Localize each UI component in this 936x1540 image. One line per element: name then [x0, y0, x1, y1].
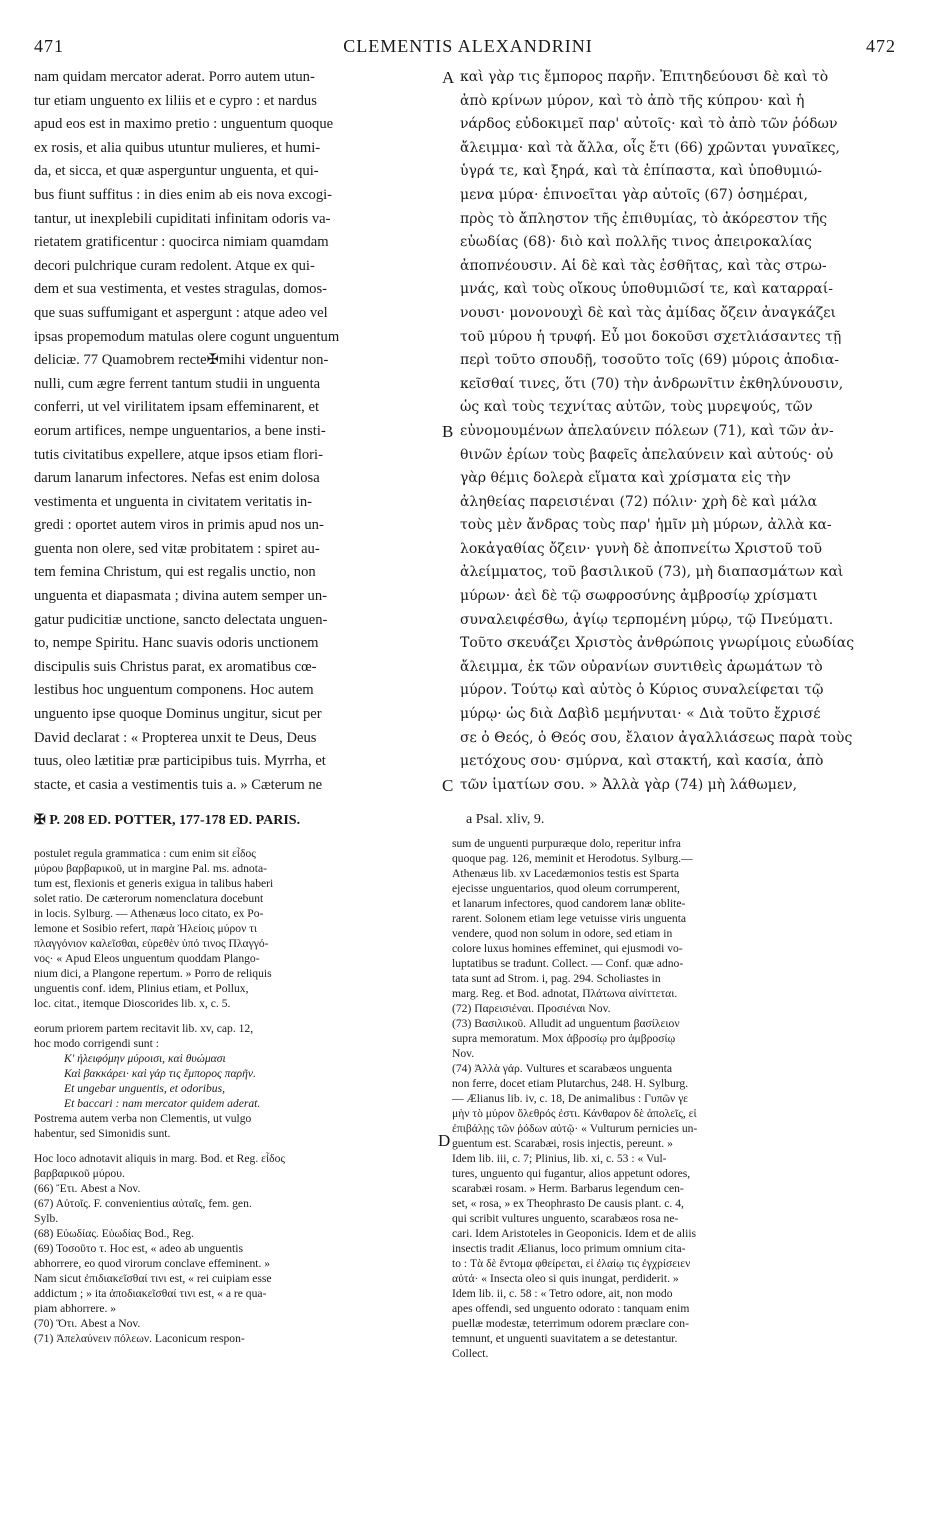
latin-line: nam quidam mercator aderat. Porro autem utun- [34, 69, 315, 85]
greek-line: πρὸς τὸ ἄπληστον τῆς ἐπιθυμίας, τὸ ἀκόρεστον τῆς [460, 210, 828, 227]
note-line: Nov. [452, 1047, 475, 1060]
page-number-right: 472 [866, 36, 896, 56]
greek-line: ὡς καὶ τοὺς τεχνίτας αὐτῶν, τοὺς μυρεψούς, τῶν [460, 399, 813, 416]
note-line: tures, unguento qui fugantur, alios appetunt odores, [452, 1167, 691, 1180]
note-line: μὴν τὸ μύρον ὄλεθρός ἐστι. Κάνθαρον δὲ ἀπολεῖς, εἰ [452, 1107, 697, 1120]
note-line: Idem lib. iii, c. 7; Plinius, lib. xi, c. 53 : « Vul- [452, 1152, 667, 1165]
greek-line: μνάς, καὶ τοὺς οἴκους ὑποθυμιῶσί τε, καὶ καταρραί- [460, 281, 833, 298]
note-line: temnunt, et unguenti suavitatem a se detestantur. [452, 1332, 678, 1345]
note-line: eorum priorem partem recitavit lib. xv, cap. 12, [34, 1022, 254, 1035]
latin-line: nulli, cum ægre ferrent tantum studii in unguenta [34, 375, 321, 392]
greek-line: ἄλειμμα, ἐκ τῶν οὐρανίων συντιθεὶς ἀρωμάτων τὸ [460, 658, 823, 675]
note-line: non ferre, docet etiam Plutarchus, 248. H. Sylburg. [452, 1077, 689, 1090]
note-line: — Ælianus lib. iv, c. 18, De animalibus : Γυπῶν γε [452, 1092, 688, 1105]
latin-line: gatur pudicitiæ unctione, sancto delectata unguen- [34, 611, 328, 628]
running-title: CLEMENTIS ALEXANDRINI [343, 36, 593, 56]
latin-line: ipsas propemodum matulas olere cogunt unguentum [34, 328, 340, 345]
note-line: insectis tradit Ælianus, loco primum omnium cita- [452, 1242, 686, 1255]
note-line: (66) Ἔτι. Abest a Nov. [34, 1182, 141, 1195]
note-line: unguentis conf. idem, Plinius etiam, et Pollux, [34, 982, 249, 995]
latin-line: tutis civitatibus expellere, atque ipsos etiam flori- [34, 446, 323, 463]
verse-line: Et ungebar unguentis, et odoribus, [64, 1082, 226, 1095]
note-line: μύρου βαρβαρικοῦ, ut in margine Pal. ms. adnota- [34, 862, 267, 875]
note-line: colore luxus homines effeminet, qui ejusmodi vo- [452, 942, 683, 955]
note-line: Postrema autem verba non Clementis, ut vulgo [34, 1112, 252, 1125]
note-line: quoque pag. 126, meminit et Herodotus. Sylburg.— [452, 852, 693, 865]
note-line: lemone et Sosibio refert, παρὰ Ἠλείοις μύρον τι [34, 922, 257, 935]
note-line: vendere, quod non solum in odore, sed etiam in [452, 927, 673, 940]
greek-line: ἀλείμματος, τοῦ βασιλικοῦ (73), μὴ διαπασμάτων καὶ [460, 564, 844, 581]
latin-line: eorum artifices, nempe unguentarios, a bene insti- [34, 422, 326, 439]
margin-letter-d: D [438, 1131, 451, 1150]
note-line: solet ratio. De cæterorum nomenclatura docebunt [34, 892, 264, 905]
note-line: Collect. [452, 1347, 489, 1360]
note-line: (68) Εὐωδίας. Εὐωδίας Bod., Reg. [34, 1227, 194, 1240]
note-line: qui scribit vultures unguento, scarabæos rosa ne- [452, 1212, 679, 1225]
note-line: hoc modo corrigendi sunt : [34, 1037, 159, 1050]
greek-line: μύρων· ἀεὶ δὲ τῷ σωφροσύνης ἀμβροσίῳ χρίσματι [460, 588, 818, 605]
latin-line: decori pulchrique curam redolent. Atque ex qui- [34, 257, 315, 274]
greek-line: εὐνομουμένων ἀπελαύνειν πόλεων (71), καὶ τῶν ἀν- [460, 422, 834, 439]
greek-line: ἀπὸ κρίνων μύρον, καὶ τὸ ἀπὸ τῆς κύπρου· καὶ ἡ [460, 92, 805, 109]
latin-line: da, et sicca, et quæ asperguntur unguenta, et qui- [34, 163, 319, 180]
note-line: (72) Παρεισιέναι. Προσιέναι Nov. [452, 1002, 611, 1015]
spacer [34, 1141, 444, 1151]
note-line: luptatibus se tradunt. Collect. — Conf. quæ adno- [452, 957, 684, 970]
latin-line: stacte, et casia a vestimentis tuis a. » Cæterum ne [34, 776, 323, 793]
note-line: Sylb. [34, 1212, 59, 1225]
note-line: (74) Ἀλλὰ γάρ. Vultures et scarabæos unguenta [452, 1062, 673, 1075]
note-line: sum de unguenti purpuræque dolo, reperitur infra [452, 837, 681, 850]
greek-line: τῶν ἱματίων σου. » Ἀλλὰ γὰρ (74) μὴ λάθωμεν, [460, 776, 798, 793]
margin-letter-b: B [442, 422, 454, 441]
note-line: (73) Βασιλικοῦ. Alludit ad unguentum βασίλειον [452, 1017, 680, 1030]
greek-line: τοὺς μὲν ἄνδρας τοὺς παρ' ἡμῖν μὴ μύρων, ἀλλὰ κα- [460, 517, 832, 534]
note-line: Nam sicut ἐπιδιακεῖσθαί τινι est, « rei cuipiam esse [34, 1272, 272, 1285]
note-line: et lanarum infectores, quod candorem lanæ oblite- [452, 897, 686, 910]
note-line: cari. Idem Aristoteles in Geoponicis. Idem et de aliis [452, 1227, 697, 1240]
latin-line: David declarat : « Propterea unxit te Deus, Deus [34, 729, 317, 746]
greek-line: κεῖσθαί τινες, ὅτι (70) τὴν ἀνδρωνῖτιν ἐκθηλύνουσιν, [460, 375, 844, 392]
verse-line: Κ' ἠλειφόμην μύροισι, καὶ θυώμασι [64, 1052, 226, 1065]
latin-line: discipulis suis Christus parat, ex aromatibus cœ- [34, 658, 317, 675]
latin-line: gredi : oportet autem viros in primis apud nos un- [34, 517, 324, 534]
note-line: πλαγγόνιον καλεῖσθαι, εὑρεθὲν ὑπό τινος Πλαγγό- [34, 937, 269, 950]
greek-main-text [460, 66, 880, 797]
note-line: ἐπιβάλῃς τῶν ῥόδων αὐτῷ· « Vulturum pernicies un- [452, 1122, 698, 1135]
running-header [0, 36, 936, 60]
latin-line: conferri, ut vel virilitatem ipsam effeminarent, et [34, 399, 320, 416]
note-line: (69) Τοσοῦτο τ. Hoc est, « adeo ab unguentis [34, 1242, 243, 1255]
note-line: piam abhorrere. » [34, 1302, 117, 1315]
greek-line: λοκἀγαθίας ὄζειν· γυνὴ δὲ ἀποπνείτω Χριστοῦ τοῦ [460, 540, 822, 557]
latin-line: apud eos est in maximo pretio : unguentum quoque [34, 116, 334, 133]
margin-letter-c: C [442, 776, 454, 795]
greek-line: ὑγρά τε, καὶ ξηρά, καὶ τὰ ἐπίπαστα, καὶ ὑποθυμιώ- [460, 163, 823, 180]
notes-right-column [452, 836, 900, 1361]
greek-line: μενα μύρα· ἐπινοεῖται γὰρ αὐτοῖς (67) ὁσημέραι, [460, 186, 808, 203]
greek-line: Τοῦτο σκευάζει Χριστὸς ἀνθρώποις γνωρίμοις εὐωδίας [460, 635, 855, 652]
note-line: (70) Ὅτι. Abest a Nov. [34, 1317, 141, 1330]
greek-line: ἀληθείας παρεισιέναι (72) πόλιν· χρὴ δὲ καὶ μάλα [460, 493, 818, 510]
note-line: scarabæi rosam. » Herm. Barbarus legendum cen- [452, 1182, 684, 1195]
note-line: postulet regula grammatica : cum enim sit εἶδος [34, 847, 256, 860]
margin-letter-a: A [442, 68, 455, 87]
greek-line: νάρδος εὐδοκιμεῖ παρ' αὐτοῖς· καὶ τὸ ἀπὸ τῶν ῥόδων [460, 116, 838, 133]
latin-line: bus fiunt suffitus : in dies enim ab eis nova excogi- [34, 186, 333, 203]
note-line: Hoc loco adnotavit aliquis in marg. Bod. et Reg. εἶδος [34, 1152, 285, 1165]
greek-line: μύρῳ· ὡς διὰ Δαβὶδ μεμήνυται· « Διὰ τοῦτο ἔχρισέ [460, 706, 821, 723]
latin-main-text [34, 66, 434, 797]
greek-line: θινῶν ἐρίων τοὺς βαφεῖς ἀπελαύνειν καὶ αὐτούς· οὐ [460, 446, 834, 463]
note-line: abhorrere, eo quod virorum conclave effeminent. » [34, 1257, 271, 1270]
latin-line: ex rosis, et alia quibus utuntur mulieres, et humi- [34, 139, 321, 156]
greek-line: ἄλειμμα· καὶ τὰ ἄλλα, οἷς ἔτι (66) χρῶνται γυναῖκες, [460, 139, 840, 156]
greek-line: περὶ τοῦτο σπουδῇ, τοσοῦτο τοῖς (69) μύροις ἀποδια- [460, 352, 840, 369]
greek-line: συναλειφέσθω, ἁγίῳ τερπομένη μύρῳ, τῷ Πνεύματι. [460, 611, 834, 628]
note-line: set, « rosa, » ex Theophrasto De causis plant. c. 4, [452, 1197, 684, 1210]
note-line: rarent. Solonem etiam lege vetuisse viris unguenta [452, 912, 687, 925]
note-line: nium dici, a Plangone repertum. » Porro de reliquis [34, 967, 272, 980]
latin-line: dem et sua vestimenta, et vestes stragulas, domos- [34, 281, 328, 298]
greek-line: ἀποπνέουσιν. Αἱ δὲ καὶ τὰς ἐσθῆτας, καὶ τὰς στρω- [460, 257, 827, 274]
latin-line: to, nempe Spiritu. Hanc suavis odoris unctionem [34, 635, 319, 652]
spacer [34, 1011, 444, 1021]
greek-line: τοῦ μύρου ἡ τρυφή. Εὖ μοι δοκοῦσι σχετλιάσαντες τῇ [460, 328, 842, 345]
latin-line: unguento ipse quoque Dominus ungitur, sicut per [34, 706, 322, 723]
note-line: (71) Ἀπελαύνειν πόλεων. Laconicum respon- [34, 1332, 245, 1345]
edition-reference: ✠ P. 208 ED. POTTER, 177-178 ED. PARIS. [34, 813, 301, 828]
note-line: puellæ modestæ, teterrimum odorem præclare con- [452, 1317, 689, 1330]
latin-line: unguenta et diapasmata ; divina autem semper un- [34, 588, 327, 605]
note-line: Idem lib. ii, c. 58 : « Tetro odore, ait, non modo [452, 1287, 673, 1300]
note-line: supra memoratum. Mox ἀβροσίῳ pro ἀμβροσίῳ [452, 1032, 676, 1045]
note-line: βαρβαρικοῦ μύρου. [34, 1167, 125, 1180]
verse-line: Καὶ βακκάρει· καὶ γάρ τις ἔμπορος παρῆν. [64, 1067, 256, 1080]
note-line: loc. citat., itemque Dioscorides lib. x, c. 5. [34, 997, 231, 1010]
note-line: guentum est. Scarabæi, rosis injectis, pereunt. » [452, 1137, 673, 1150]
latin-line: darum lanarum infectores. Nefas est enim dolosa [34, 470, 320, 487]
page-number-left: 471 [34, 36, 64, 56]
latin-line: deliciæ. 77 Quamobrem recte✠mihi videntur non- [34, 352, 329, 369]
note-line: in locis. Sylburg. — Athenæus loco citato, ex Po- [34, 907, 264, 920]
latin-line: guenta non olere, sed vitæ probitatem : spiret au- [34, 540, 320, 557]
note-line: αὐτά· « Insecta oleo si quis inungat, perdiderit. » [452, 1272, 679, 1285]
latin-line: que suas suffumigant et aspergunt : atque adeo vel [34, 304, 328, 321]
latin-line: vestimenta et unguenta in civitatem veritatis in- [34, 493, 313, 510]
psalm-footnote: a Psal. xliv, 9. [466, 812, 545, 827]
note-line: tata sunt ad Strom. i, pag. 294. Scholiastes in [452, 972, 661, 985]
greek-line: εὐωδίας (68)· διὸ καὶ πολλῆς τινος ἀπειροκαλίας [460, 234, 812, 251]
note-line: tum est, flexionis et generis exigua in talibus haberi [34, 877, 274, 890]
latin-line: rietatem gratificentur : quocirca nimiam quamdam [34, 234, 329, 251]
latin-line: tuus, oleo lætitiæ præ participibus tuis. Myrrha, et [34, 753, 326, 770]
note-line: apes offendi, sed unguento odorato : tanquam enim [452, 1302, 690, 1315]
notes-left-column [34, 846, 444, 1346]
latin-line: tur etiam unguento ex liliis et e cypro : et nardus [34, 92, 317, 109]
note-line: Athenæus lib. xv Lacedæmonios testis est Sparta [452, 867, 680, 880]
latin-line: lestibus hoc unguentum componens. Hoc autem [34, 682, 314, 699]
greek-line: σε ὁ Θεός, ὁ Θεός σου, ἔλαιον ἀγαλλιάσεως παρὰ τοὺς [460, 729, 853, 746]
greek-line: μύρον. Τούτῳ καὶ αὐτὸς ὁ Κύριος συναλείφεται τῷ [460, 682, 824, 699]
greek-line: καὶ γὰρ τις ἔμπορος παρῆν. Ἐπιτηδεύουσι δὲ καὶ τὸ [460, 69, 829, 85]
latin-line: tantur, ut inexplebili cupiditati infinitam odoris va- [34, 210, 331, 227]
latin-line: tem femina Christum, qui est regalis unctio, non [34, 564, 316, 581]
edition-reference-line [34, 812, 900, 834]
verse-line: Et baccari : nam mercator quidem aderat. [64, 1097, 261, 1110]
note-line: to : Τὰ δὲ ἔντομα φθείρεται, εἰ ἐλαίῳ τις ἐγχρίσειεν [452, 1257, 691, 1270]
note-line: habentur, sed Simonidis sunt. [34, 1127, 171, 1140]
greek-line: νουσι· μονονουχὶ δὲ καὶ τὰς ἀμίδας ὄζειν ἀναγκάζει [460, 304, 837, 321]
greek-line: μετόχους σου· σμύρνα, καὶ στακτή, καὶ κασία, ἀπὸ [460, 753, 824, 770]
note-line: addictum ; » ita ἀποδιακεῖσθαί τινι est, « a re qua- [34, 1287, 267, 1300]
note-line: ejecisse unguentarios, quod oleum corrumperent, [452, 882, 680, 895]
note-line: νος· « Apud Eleos unguentum quoddam Plango- [34, 952, 260, 965]
note-line: marg. Reg. et Bod. adnotat, Πλάτωνα αἰνίττεται. [452, 987, 678, 1000]
note-line: (67) Αὐτοῖς. F. convenientius αὐταῖς, fem. gen. [34, 1197, 252, 1210]
greek-line: γὰρ θέμις δολερὰ εἵματα καὶ χρίσματα εἰς τὴν [460, 470, 791, 487]
